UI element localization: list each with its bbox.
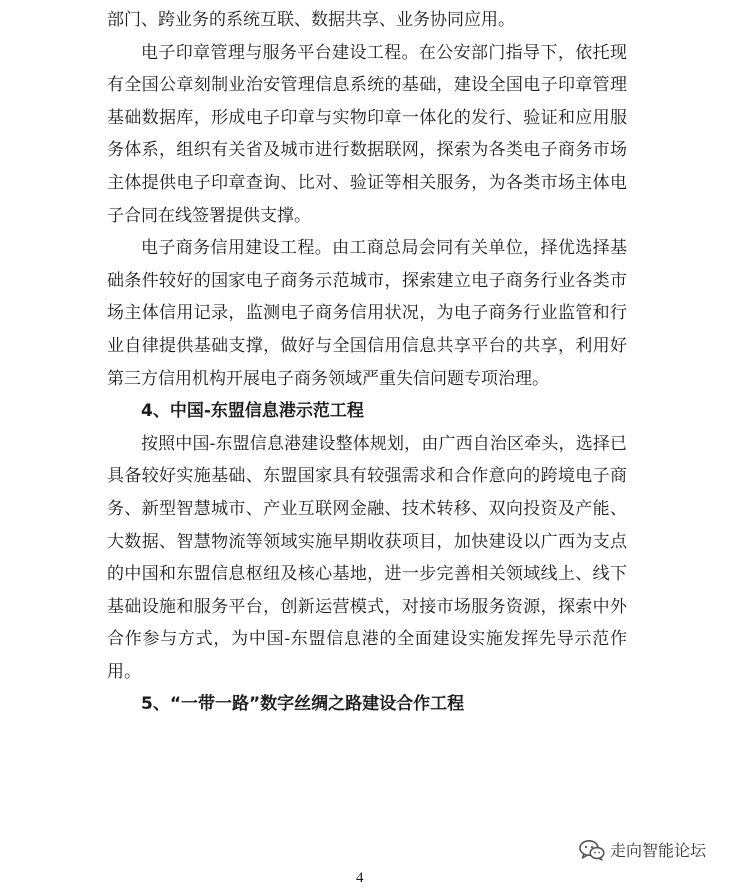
section-heading-5: 5、“一带一路”数字丝绸之路建设合作工程 [141,694,465,715]
watermark [579,838,706,861]
paragraph-continuation: 部门、跨业务的系统互联、数据共享、业务协同应用。 [107,10,515,30]
paragraph-asean-info-port: 按照中国-东盟信息港建设整体规划，由广西自治区牵头，选择已具备较好实施基础、东盟国家具有较强需求和合作意向的跨境电子商务、新型智慧城市、产业互联网金融、技术转移、双向投资及产能、大数据、智慧物流等领域实施早期收获项目，加快建设以广西为支点的中国和东盟信息枢纽及核心基地，进一步完善相关领域线上、线下基础设施和服务平台，创新运营模式，对接市场服务资源，探索中外合作参与方式，为中国-东盟信息港的全面建设实施发挥先导示范作用。 [107,433,627,682]
page-number: 4 [356,870,364,886]
section-heading-4: 4、中国-东盟信息港示范工程 [141,401,364,422]
body-text [107,4,627,721]
paragraph-ecommerce-credit: 电子商务信用建设工程。由工商总局会同有关单位，择优选择基础条件较好的国家电子商务示范城市，探索建立电子商务行业各类市场主体信用记录，监测电子商务信用状况，为电子商务行业监管和行业自律提供基础支撑，做好与全国信用信息共享平台的共享，利用好第三方信用机构开展电子商务领域严重失信问题专项治理。 [107,238,627,389]
paragraph-electronic-seal: 电子印章管理与服务平台建设工程。在公安部门指导下，依托现有全国公章刻制业治安管理信息系统的基础，建设全国电子印章管理基础数据库，形成电子印章与实物印章一体化的发行、验证和应用服务体系，组织有关省及城市进行数据联网，探索为各类电子商务市场主体提供电子印章查询、比对、验证等相关服务，为各类市场主体电子合同在线签署提供支撑。 [107,42,627,226]
watermark-text: 走向智能论坛 [609,841,706,860]
wechat-icon [579,839,605,861]
